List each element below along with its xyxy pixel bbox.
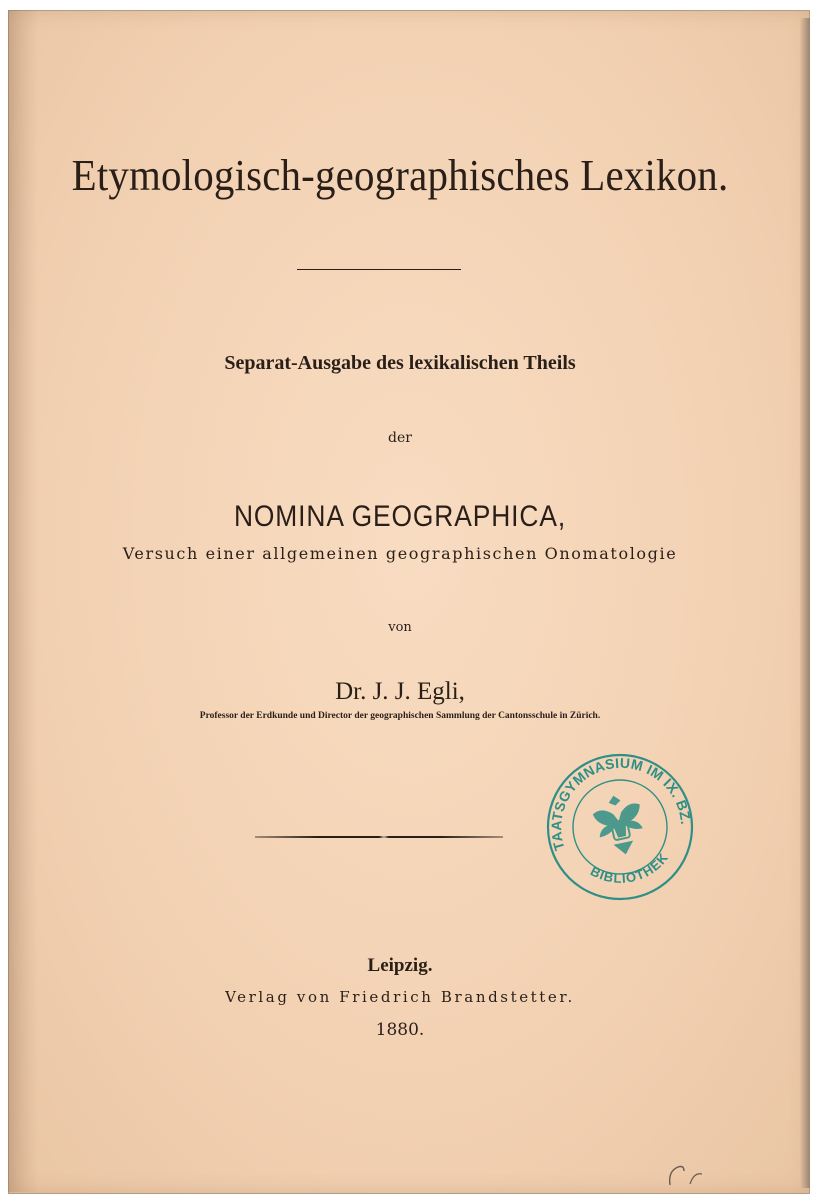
publisher-line: Verlag von Friedrich Brandstetter. [225, 988, 575, 1006]
book-title: Etymologisch-geographisches Lexikon. [71, 151, 729, 200]
title-divider [297, 269, 461, 270]
author-name: Dr. J. J. Egli, [335, 678, 465, 705]
work-subtitle: Versuch einer allgemeinen geographischen Onomatologie [122, 544, 678, 563]
library-stamp [540, 747, 700, 907]
stamp-bottom-text: BIBLIOTHEK [588, 849, 672, 886]
publisher-city: Leipzig. [367, 955, 433, 976]
spine-shadow [8, 10, 38, 1192]
author-position: Professor der Erdkunde und Director der geographischen Sammlung der Cantonsschule in Zürich. [199, 711, 601, 721]
connector-der: der [388, 430, 412, 446]
page-edge [800, 18, 810, 1188]
connector-von: von [388, 620, 412, 635]
stamp-ring-text: STAATSGYMNASIUM IM IX. BZ. [548, 754, 695, 853]
double-eagle-icon [590, 791, 649, 860]
edition-subtitle: Separat-Ausgabe des lexikalischen Theils [224, 352, 576, 374]
work-title: NOMINA GEOGRAPHICA, [233, 500, 567, 533]
pencil-mark [660, 1140, 720, 1190]
publication-year: 1880. [375, 1020, 425, 1040]
ornamental-divider [255, 836, 503, 838]
